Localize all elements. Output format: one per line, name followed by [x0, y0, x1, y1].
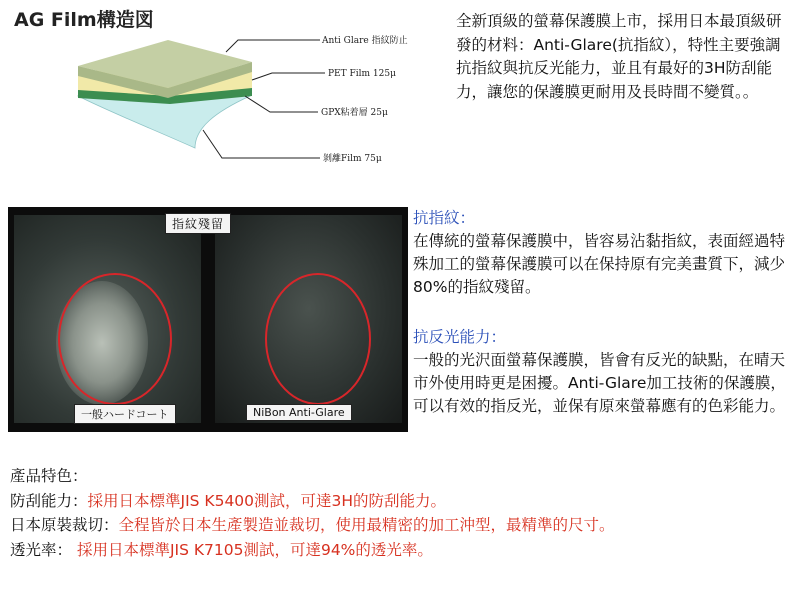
layer-label-pet: PET Film 125μ — [328, 69, 396, 79]
red-circle-highlight — [58, 273, 172, 405]
hardcoat-photo — [14, 215, 201, 423]
section-title: 抗反光能力： — [413, 328, 507, 346]
feature-label: 防刮能力： — [10, 491, 88, 510]
feature-row — [10, 489, 795, 514]
layer-label-gpx: GPX粘着層 25μ — [321, 108, 388, 118]
anti-glare-photo — [215, 215, 402, 423]
leader-line-anti-glare — [226, 40, 320, 52]
leader-line-release — [203, 130, 320, 158]
feature-row — [10, 513, 795, 538]
layer-label-anti-glare: Anti Glare 指紋防止 — [322, 36, 408, 46]
feature-value: 全程皆於日本生產製造並裁切，使用最精密的加工沖型，最精準的尺寸。 — [118, 516, 615, 534]
feature-label: 日本原裝裁切： — [10, 516, 119, 534]
feature-row — [10, 538, 795, 563]
product-features — [10, 464, 795, 562]
feature-value: 採用日本標準JIS K7105測試，可達94%的透光率。 — [76, 540, 433, 559]
hardcoat-tag: 一般ハードコート — [74, 404, 176, 424]
feature-value: 採用日本標準JIS K5400測試，可達3H的防刮能力。 — [87, 491, 447, 510]
fingerprint-residue-tag: 指紋殘留 — [165, 213, 231, 234]
leader-line-gpx — [245, 96, 318, 112]
product-features-heading: 產品特色： — [10, 467, 88, 485]
fingerprint-comparison-photo — [8, 207, 408, 432]
layer-label-release: 剝離Film 75μ — [323, 154, 382, 164]
section-title: 抗指紋： — [413, 209, 476, 227]
red-circle-highlight — [265, 273, 371, 405]
intro-paragraph: 全新頂級的螢幕保護膜上市，採用日本最頂級研發的材料：Anti-Glare(抗指紋），特性主要強調抗指紋與抗反光能力，並且有最好的3H防刮能力，讓您的保護膜更耐用及長時間不變質。。 — [456, 12, 782, 101]
feature-label: 透光率： — [10, 540, 77, 559]
anti-fingerprint-section — [413, 207, 793, 299]
anti-reflection-section — [413, 326, 793, 418]
film-diagram-title: AG Film構造図 — [14, 9, 154, 31]
nibon-anti-glare-tag: NiBon Anti-Glare — [246, 404, 352, 421]
leader-line-pet — [252, 73, 325, 80]
section-body: 在傳統的螢幕保護膜中，皆容易沾黏指紋，表面經過特殊加工的螢幕保護膜可以在保持原有完美畫質下，減少80%的指紋殘留。 — [413, 232, 786, 296]
section-body: 一般的光沢面螢幕保護膜，皆會有反光的缺點，在晴天市外使用時更是困擾。Anti-Glare加工技術的保護膜，可以有效的指反光，並保有原來螢幕應有的色彩能力。 — [413, 351, 786, 415]
